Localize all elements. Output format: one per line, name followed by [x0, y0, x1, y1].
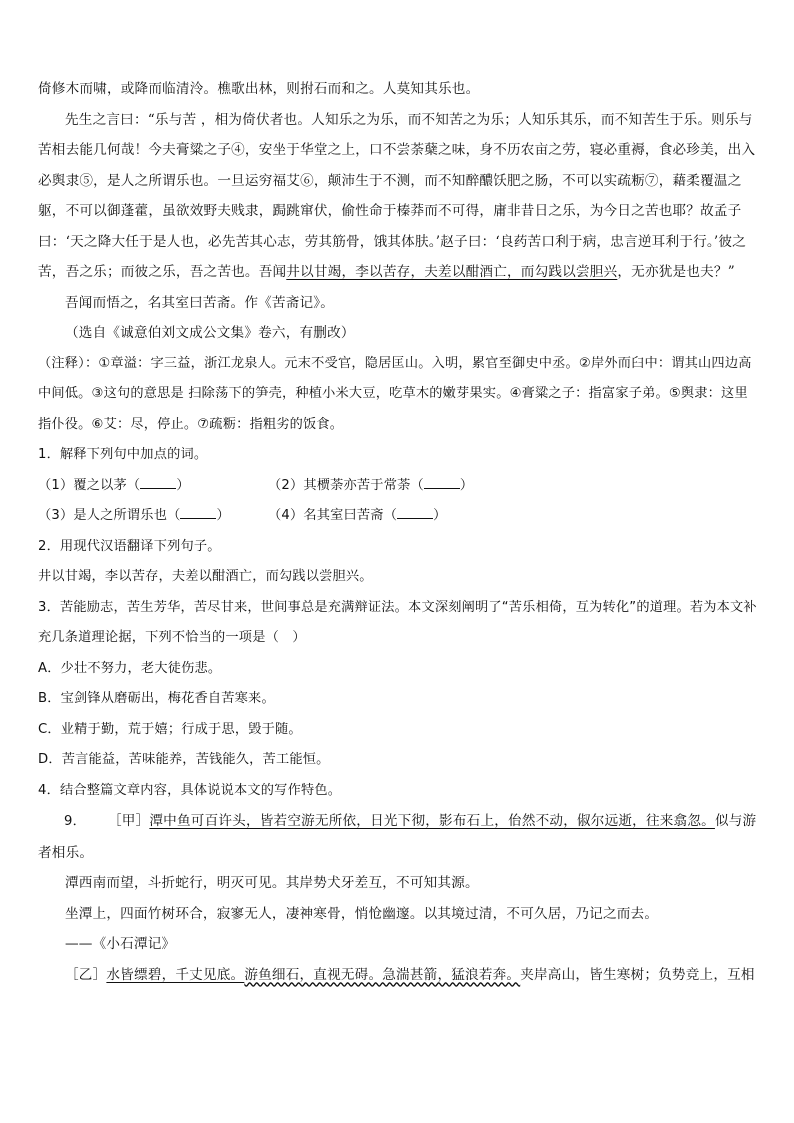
notes: （注释）：①章溢：字三益，浙江龙泉人。元末不受官，隐居匡山。入明，累官至御史中丞。②岸外而臼中：谓其山四边高中间低。③这句的意思是 扫除荡下的笋壳，种植小米大豆，吃草木的嫩芽果实。④膏粱之子：指富家子弟。⑤舆隶：这里指仆役。⑥艾：尽，停止。⑦疏粝：指粗劣的饭食。 [38, 355, 752, 432]
question-3-option-b[interactable]: B．宝剑锋从磨砺出，梅花香自苦寒来。 [38, 691, 275, 706]
question-2: 2．用现代汉语翻译下列句子。 [38, 538, 221, 554]
underlined-sentence: 井以甘竭，李以苦存，夫差以酣酒亡，而勾践以尝胆兴 [286, 264, 618, 280]
passage-text-end: ，无亦犹是也夫？” [617, 264, 735, 280]
question-4: 4．结合整篇文章内容，具体说说本文的写作特色。 [38, 782, 342, 798]
wavy-underlined-sentence: 游鱼细石，直视无碍。急湍甚箭，猛浪若奔。 [244, 966, 521, 983]
question-2-sentence: 井以甘竭，李以苦存，夫差以酣酒亡，而勾践以尝胆兴。 [38, 569, 373, 584]
answer-blank[interactable] [140, 476, 176, 489]
answer-blank[interactable] [397, 506, 433, 519]
answer-blank[interactable] [180, 506, 216, 519]
question-1-option: （2）其槚荼亦苦于常荼（ ） [268, 477, 474, 493]
question-3-option-c[interactable]: C．业精于勤，荒于嬉；行成于思，毁于随。 [38, 721, 302, 737]
passage-text: 夹岸高山，皆生寒树；负势竞上，互相 [520, 966, 755, 983]
question-9-paragraph-2: 潭西南而望，斗折蛇行，明灭可见。其岸势犬牙差互，不可知其源。 [65, 875, 479, 891]
section-label-yi: ［乙］ [65, 966, 107, 983]
question-1-options-row-2 [38, 501, 758, 532]
passage-source: （选自《诚意伯刘文成公文集》卷六，有删改） [65, 325, 355, 341]
question-1-option: （1）覆之以茅（ ） [38, 477, 190, 493]
question-1-options-row-1 [38, 471, 758, 502]
passage-text: 先生之言曰：“乐与苦 ，相为倚伏者也。人知乐之为乐，而不知苦之为乐；人知乐其乐，而不知苦生于乐。则乐与苦相去能几何哉！今夫膏粱之子④，安坐于华堂之上，口不尝荼蘖之味，身不历农亩之劳，寝必重褥，食必珍美，出入必舆隶⑤，是人之所谓乐也。一旦运穷福艾⑥，颠沛生于不测，而不知醉醲饫肥之肠，不可以实疏粝⑦，藉柔覆温之躯，不可以御蓬藿，虽欲效野夫贱隶，跼跳窜伏，偷性命于榛莽而不可得，庸非昔日之乐，为今日之苦也耶？故孟子曰：‘天之降大任于是人也，必先苦其心志，劳其筋骨，饿其体肤。’赵子曰：‘良药苦口利于病，忠言逆耳利于行。’彼之苦，吾之乐；而彼之乐，吾之苦也。吾闻 [38, 111, 756, 280]
underlined-sentence: 水皆缥碧，千丈见底。 [106, 966, 245, 983]
passage-paragraph-2: 吾闻而悟之，名其室曰苦斋。作《苦斋记》。 [65, 294, 335, 311]
question-1: 1．解释下列句中加点的词。 [38, 447, 208, 462]
question-1-option: （4）名其室曰苦斋（ ） [268, 508, 447, 523]
passage-line-0: 倚修木而啸，或降而临清泠。樵歌出林，则拊石而和之。人莫知其乐也。 [38, 81, 480, 97]
document-page [38, 74, 758, 990]
question-1-option: （3）是人之所谓乐也（ ） [38, 508, 230, 523]
section-label-jia: ［甲］ [108, 813, 150, 829]
question-3-option-a[interactable]: A．少壮不努力，老大徒伤悲。 [38, 660, 222, 676]
underlined-sentence: 潭中鱼可百许头，皆若空游无所依，日光下彻，影布石上，佁然不动，俶尔远逝，往来翕忽。 [149, 813, 715, 829]
question-3: 3．苦能励志，苦生芳华，苦尽甘来，世间事总是充满辩证法。本文深刻阐明了“苦乐相倚，互为转化”的道理。若为本文补充几条道理论据，下列不恰当的一项是（ ） [38, 599, 757, 645]
question-9-passage-yi [38, 960, 758, 991]
passage-text: 似与游者相乐。 [38, 813, 757, 861]
passage-paragraph-1 [38, 105, 758, 288]
question-9-source: ——《小石潭记》 [65, 936, 176, 952]
question-9-paragraph-3: 坐潭上，四面竹树环合，寂寥无人，凄神寒骨，悄怆幽邃。以其境过清，不可久居，乃记之而去。 [65, 905, 659, 922]
answer-blank[interactable] [424, 476, 460, 489]
question-9-passage-jia [38, 806, 758, 868]
question-9-number: 9． [64, 814, 86, 829]
question-3-option-d[interactable]: D．苦言能益，苦味能养，苦钱能久，苦工能恒。 [38, 752, 330, 767]
